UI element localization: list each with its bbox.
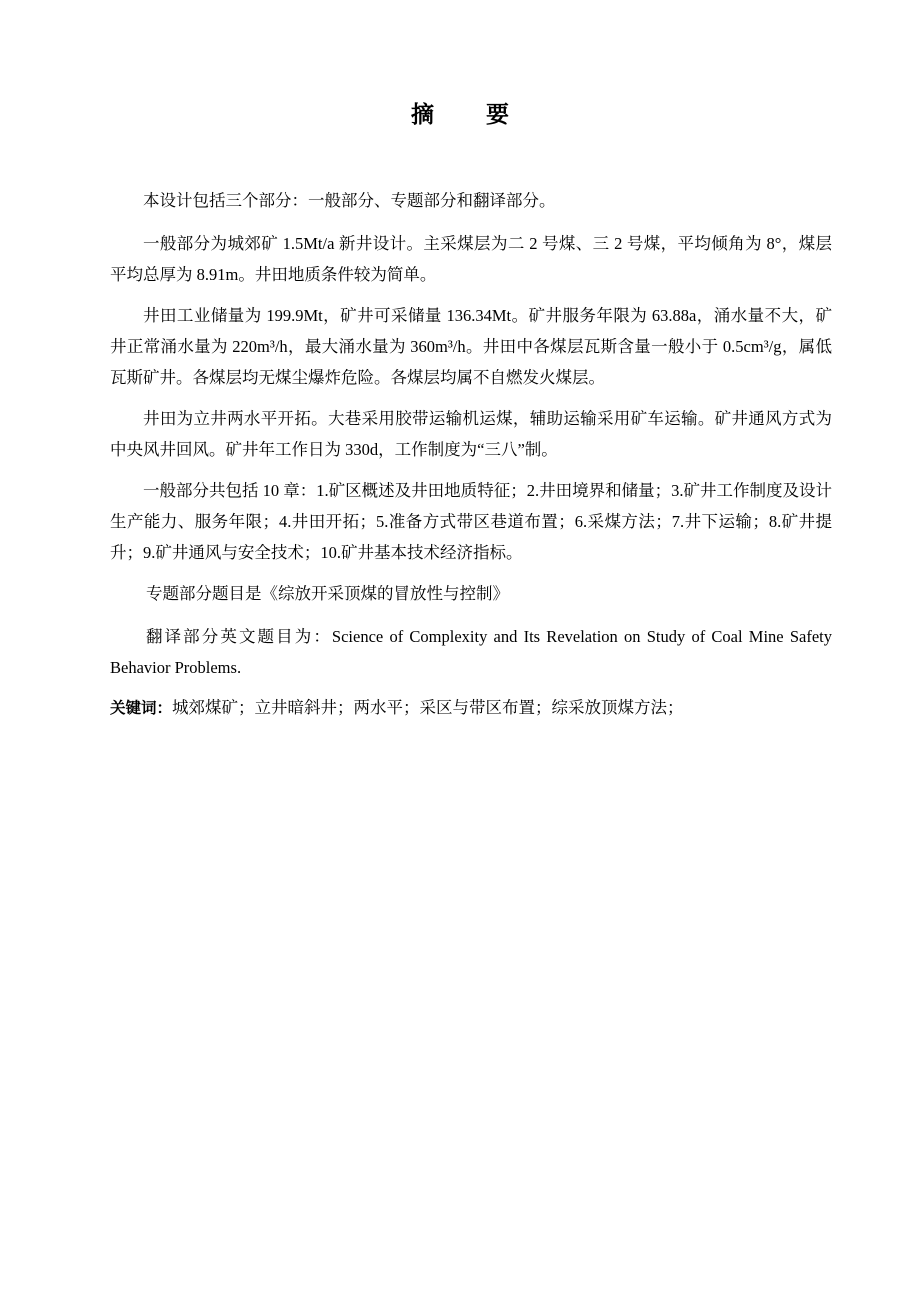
abstract-paragraph-general: 一般部分为城郊矿 1.5Mt/a 新井设计。主采煤层为二 2 号煤、三 2 号煤，平均倾角为 8°，煤层平均总厚为 8.91m。井田地质条件较为简单。 — [110, 234, 832, 284]
abstract-paragraph-chapters: 一般部分共包括 10 章：1.矿区概述及井田地质特征；2.井田境界和储量；3.矿井工作制度及设计生产能力、服务年限；4.井田开拓；5.准备方式带区巷道布置；6.采煤方法；7.井下运输；8.矿井提升；9.矿井通风与安全技术；10.矿井基本技术经济指标。 — [110, 481, 832, 562]
abstract-paragraph-overview: 本设计包括三个部分：一般部分、专题部分和翻译部分。 — [143, 191, 556, 210]
abstract-paragraph-reserves: 井田工业储量为 199.9Mt，矿井可采储量 136.34Mt。矿井服务年限为 63.88a，涌水量不大，矿井正常涌水量为 220m³/h，最大涌水量为 360m³/h。井田中各煤层瓦斯含量一般小于 0.5cm³/g，属低瓦斯矿井。各煤层均无煤尘爆炸危险。各煤层均属不自燃发火煤层。 — [110, 306, 832, 387]
keywords-line — [110, 692, 832, 724]
keywords-text: 城郊煤矿；立井暗斜井；两水平；采区与带区布置；综采放顶煤方法； — [172, 698, 684, 717]
abstract-paragraph-translation: 翻译部分英文题目为：Science of Complexity and Its Revelation on Study of Coal Mine Safety Behavior Problems. — [110, 627, 832, 677]
abstract-paragraph-special-topic: 专题部分题目是《综放开采顶煤的冒放性与控制》 — [146, 584, 509, 603]
abstract-paragraph-development: 井田为立井两水平开拓。大巷采用胶带运输机运煤，辅助运输采用矿车运输。矿井通风方式为中央风井回风。矿井年工作日为 330d，工作制度为“三八”制。 — [110, 409, 832, 459]
keywords-label: 关键词： — [110, 699, 173, 717]
page-title: 摘 要 — [410, 102, 531, 128]
